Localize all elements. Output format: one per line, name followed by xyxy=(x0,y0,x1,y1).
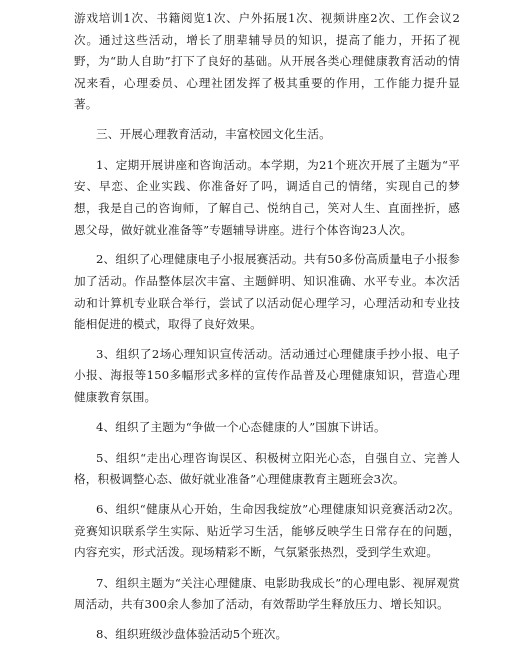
paragraph-item-7-film-week: 7、组织主题为“关注心理健康、电影助我成长”的心理电影、视屏观赏周活动，共有300余人参加了活动，有效帮助学生释放压力、增长知识。 xyxy=(74,575,460,612)
paragraph-item-1-lectures: 1、定期开展讲座和咨询活动。本学期，为21个班次开展了主题为“平安、早恋、企业实践、你准备好了吗，调适自己的情绪，实现自己的梦想，我是自己的咨询师，了解自己、悦纳自己，笑对人生、直面挫折，感恩父母，做好就业准备等”专题辅导讲座。进行个体咨询23人次。 xyxy=(74,157,460,237)
section-heading-psych-education-activities: 三、开展心理教育活动，丰富校园文化生活。 xyxy=(96,127,331,142)
paragraph-item-3-publicity: 3、组织了2场心理知识宣传活动。活动通过心理健康手抄小报、电子小报、海报等150多幅形式多样的宣传作品普及心理健康知识，营造心理健康教育氛围。 xyxy=(74,346,460,404)
paragraph-item-4-flag-speech: 4、组织了主题为“争做一个心态健康的人”国旗下讲话。 xyxy=(96,420,386,435)
paragraph-activity-summary: 游戏培训1次、书籍阅览1次、户外拓展1次、视频讲座2次、工作会议2次。通过这些活动，增长了朋辈辅导员的知识，提高了能力，开拓了视野，为“助人自助”打下了良好的基础。从开展各类心理健康教育活动的情况来看，心理委员、心理社团发挥了极其重要的作用，工作能力提升显著。 xyxy=(74,11,460,112)
paragraph-item-8-sandplay: 8、组织班级沙盘体验活动5个班次。 xyxy=(96,627,288,642)
paragraph-item-5-class-meetings: 5、组织“走出心理咨询误区、积极树立阳光心态，自强自立、完善人格，积极调整心态、做好就业准备”心理健康教育主题班会3次。 xyxy=(74,450,460,487)
paragraph-item-6-knowledge-contest: 6、组织“健康从心开始，生命因我绽放”心理健康知识竞赛活动2次。竞赛知识联系学生实际、贴近学习生活，能够反映学生日常存在的问题，内容充实，形式活泼。现场精彩不断，气氛紧张热烈，受到学生欢迎。 xyxy=(74,502,460,560)
paragraph-item-2-e-newspaper: 2、组织了心理健康电子小报展赛活动。共有50多份高质量电子小报参加了活动。作品整体层次丰富、主题鲜明、知识准确、水平专业。本次活动和计算机专业联合举行，尝试了以活动促心理学习，心理活动和专业技能相促进的模式，取得了良好效果。 xyxy=(74,252,460,332)
